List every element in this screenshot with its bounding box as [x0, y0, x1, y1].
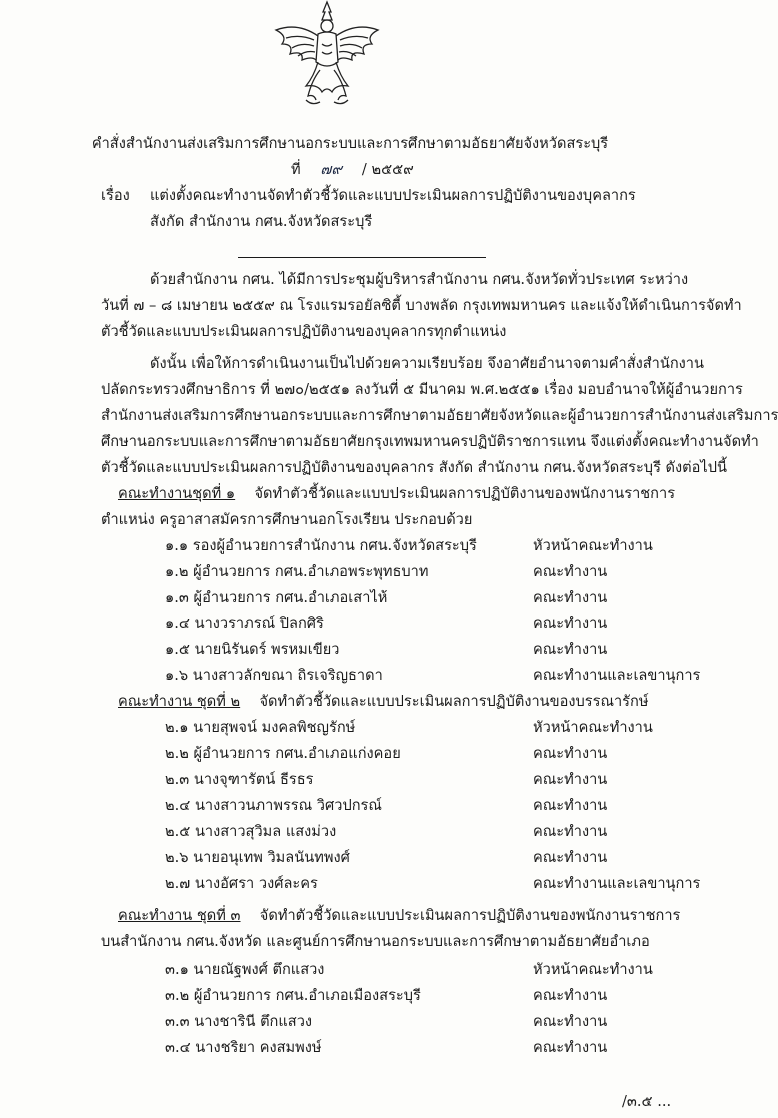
subject-label: เรื่อง	[101, 187, 130, 204]
group2-member-role: หัวหน้าคณะทำงาน	[533, 719, 653, 736]
group3-member-name: ๓.๒ ผู้อำนวยการ กศน.อำเภอเมืองสระบุรี	[165, 987, 421, 1004]
group1-member-name: ๑.๔ นางวราภรณ์ ปิลกศิริ	[165, 615, 324, 632]
order-no-prefix: ที่	[291, 161, 301, 178]
para1-line1: ด้วยสำนักงาน กศน. ได้มีการประชุมผู้บริหารสำนักงาน กศน.จังหวัดทั่วประเทศ ระหว่าง	[150, 271, 689, 288]
group2-member-name: ๒.๒ ผู้อำนวยการ กศน.อำเภอแก่งคอย	[165, 745, 401, 762]
group2-member-role: คณะทำงาน	[533, 849, 608, 866]
para2-line2: ปลัดกระทรวงศึกษาธิการ ที่ ๒๗๐/๒๕๕๑ ลงวันที่ ๕ มีนาคม พ.ศ.๒๕๕๑ เรื่อง มอบอำนาจให้ผู้อำนวยการ	[101, 381, 743, 398]
group1-member-role: คณะทำงาน	[533, 563, 608, 580]
group1-desc: จัดทำตัวชี้วัดและแบบประเมินผลการปฏิบัติงานของพนักงานราชการ	[254, 485, 676, 502]
group1-label: คณะทำงานชุดที่ ๑	[118, 485, 236, 502]
group1-desc-line2: ตำแหน่ง ครูอาสาสมัครการศึกษานอกโรงเรียน ประกอบด้วย	[101, 511, 473, 528]
subject-line2: สังกัด สำนักงาน กศน.จังหวัดสระบุรี	[150, 213, 373, 230]
group2-member-role: คณะทำงาน	[533, 797, 608, 814]
group3-heading	[118, 906, 680, 926]
order-title: คำสั่งสำนักงานส่งเสริมการศึกษานอกระบบและการศึกษาตามอัธยาศัยจังหวัดสระบุรี	[91, 135, 609, 152]
group1-member-name: ๑.๒ ผู้อำนวยการ กศน.อำเภอพระพุทธบาท	[165, 563, 429, 580]
group2-label: คณะทำงาน ชุดที่ ๒	[118, 693, 241, 710]
group1-member-name: ๑.๑ รองผู้อำนวยการสำนักงาน กศน.จังหวัดสระบุรี	[165, 537, 477, 554]
header-divider	[238, 257, 486, 258]
garuda-emblem-icon	[268, 0, 386, 112]
group3-member-role: หัวหน้าคณะทำงาน	[533, 961, 653, 978]
para1-line3: ตัวชี้วัดและแบบประเมินผลการปฏิบัติงานของบุคลากรทุกตำแหน่ง	[101, 323, 507, 340]
group2-heading	[118, 692, 648, 712]
group3-member-role: คณะทำงาน	[533, 1013, 608, 1030]
group3-member-name: ๓.๔ นางชริยา คงสมพงษ์	[165, 1039, 322, 1056]
group3-member-name: ๓.๓ นางชารินี ตึกแสวง	[165, 1013, 313, 1030]
para1-line2: วันที่ ๗ – ๘ เมษายน ๒๕๕๙ ณ โรงแรมรอยัลซิตี้ บางพลัด กรุงเทพมหานคร และแจ้งให้ดำเนินการจัดทำ	[101, 297, 742, 314]
group3-member-role: คณะทำงาน	[533, 1039, 608, 1056]
page-continuation: /๓.๕ ...	[622, 1093, 672, 1110]
group2-member-name: ๒.๕ นางสาวสุวิมล แสงม่วง	[165, 823, 337, 840]
group1-member-role: คณะทำงาน	[533, 589, 608, 606]
para2-line5: ตัวชี้วัดและแบบประเมินผลการปฏิบัติงานของบุคลากร สังกัด สำนักงาน กศน.จังหวัดสระบุรี ดังต่อไปนี้	[101, 459, 727, 476]
group3-label: คณะทำงาน ชุดที่ ๓	[118, 907, 241, 924]
order-no-handwritten: ๗๙	[320, 161, 343, 178]
group3-desc-line2: บนสำนักงาน กศน.จังหวัด และศูนย์การศึกษานอกระบบและการศึกษาตามอัธยาศัยอำเภอ	[101, 933, 650, 950]
group2-member-name: ๒.๖ นายอนุเทพ วิมลนันทพงศ์	[165, 849, 350, 866]
para2-line4: ศึกษานอกระบบและการศึกษาตามอัธยาศัยกรุงเทพมหานครปฏิบัติราชการแทน จึงแต่งตั้งคณะทำงานจัดทำ	[101, 433, 759, 450]
group2-desc: จัดทำตัวชี้วัดและแบบประเมินผลการปฏิบัติงานของบรรณารักษ์	[259, 693, 649, 710]
subject-line1: แต่งตั้งคณะทำงานจัดทำตัวชี้วัดและแบบประเมินผลการปฏิบัติงานของบุคลากร	[150, 187, 636, 204]
group1-member-role: คณะทำงานและเลขานุการ	[533, 667, 701, 684]
group1-heading	[118, 484, 675, 504]
group2-member-name: ๒.๓ นางจุฑารัตน์ ธีรธร	[165, 771, 314, 788]
group1-member-role: คณะทำงาน	[533, 641, 608, 658]
group2-member-role: คณะทำงาน	[533, 823, 608, 840]
group1-member-role: คณะทำงาน	[533, 615, 608, 632]
group2-member-name: ๒.๔ นางสาวนภาพรรณ วิศวปกรณ์	[165, 797, 382, 814]
group2-member-role: คณะทำงาน	[533, 745, 608, 762]
order-number	[291, 160, 414, 180]
group1-member-name: ๑.๓ ผู้อำนวยการ กศน.อำเภอเสาไห้	[165, 589, 388, 606]
group3-desc: จัดทำตัวชี้วัดและแบบประเมินผลการปฏิบัติงานของพนักงานราชการ	[259, 907, 681, 924]
group3-member-role: คณะทำงาน	[533, 987, 608, 1004]
group1-member-name: ๑.๕ นายนิรันดร์ พรหมเขียว	[165, 641, 340, 658]
para2-line3: สำนักงานส่งเสริมการศึกษานอกระบบและการศึกษาตามอัธยาศัยจังหวัดและผู้อำนวยการสำนักงานส่งเสริมการ	[101, 407, 778, 424]
group2-member-name: ๒.๑ นายสุพจน์ มงคลพิชญรักษ์	[165, 719, 356, 736]
group1-member-name: ๑.๖ นางสาวลักขณา ถิรเจริญธาดา	[165, 667, 383, 684]
group2-member-name: ๒.๗ นางอัศรา วงศ์ละคร	[165, 875, 318, 892]
order-no-suffix: / ๒๕๕๙	[361, 161, 414, 178]
para2-line1: ดังนั้น เพื่อให้การดำเนินงานเป็นไปด้วยความเรียบร้อย จึงอาศัยอำนาจตามคำสั่งสำนักงาน	[150, 355, 704, 372]
group3-member-name: ๓.๑ นายณัฐพงศ์ ตึกแสวง	[165, 961, 325, 978]
group2-member-role: คณะทำงานและเลขานุการ	[533, 875, 701, 892]
group1-member-role: หัวหน้าคณะทำงาน	[533, 537, 653, 554]
group2-member-role: คณะทำงาน	[533, 771, 608, 788]
